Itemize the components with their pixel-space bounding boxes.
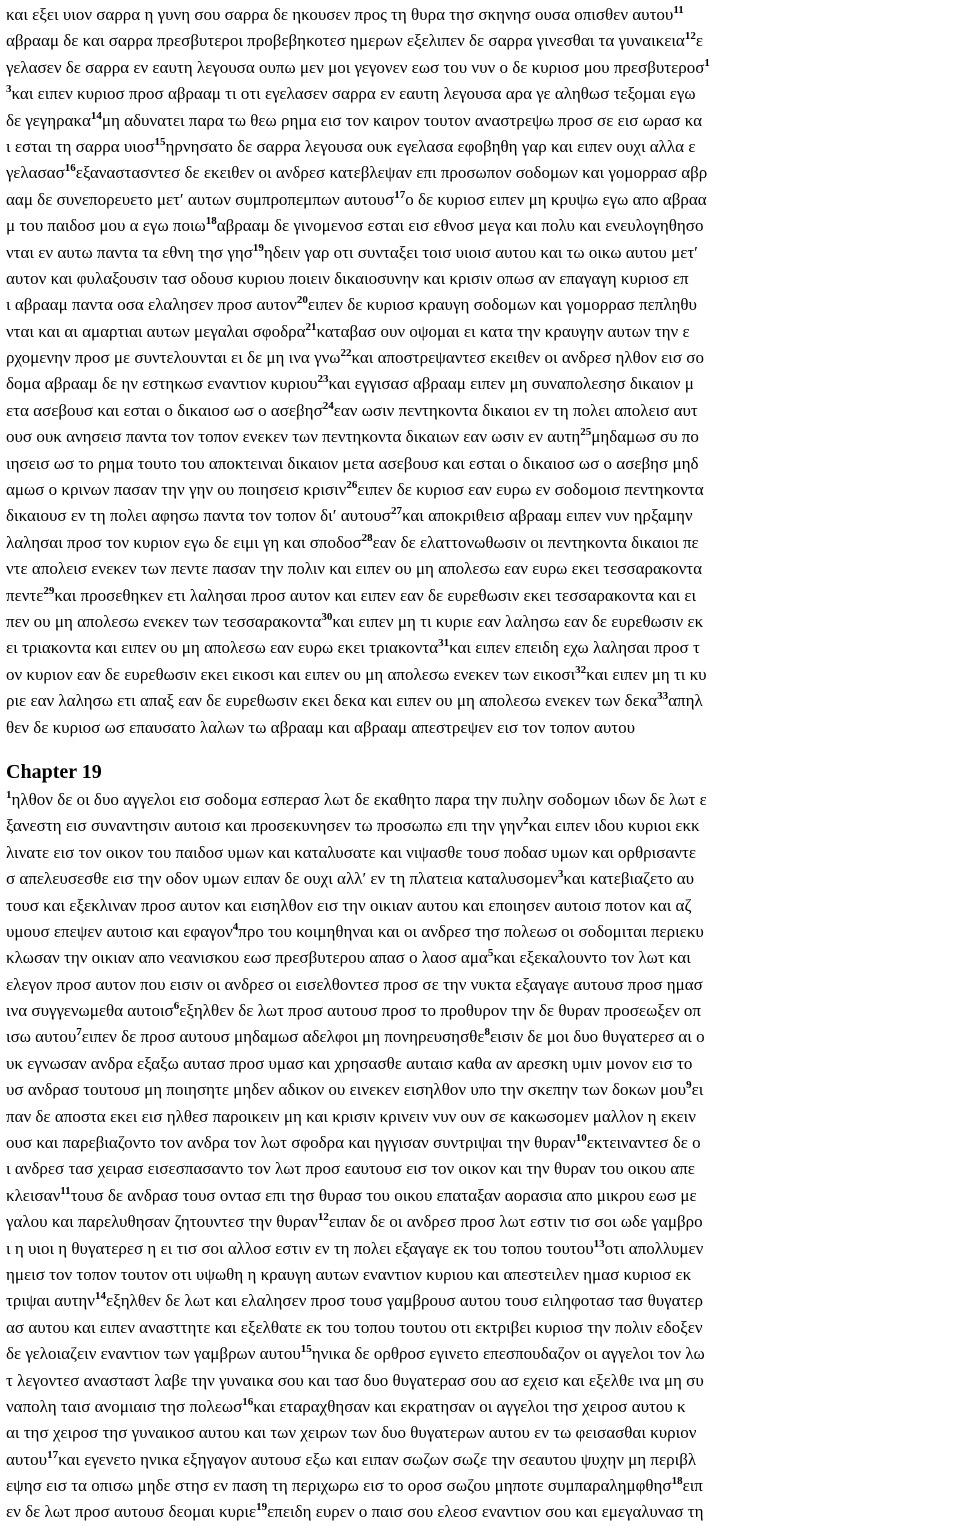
verse-text: αμωσ ο κρινων πασαν την γην ου ποιησεισ κρισιν xyxy=(6,480,347,500)
verse-text: εξηλθεν δε λωτ προσ αυτουσ προσ το προθυρον την δε θυραν προσεωξεν οπ xyxy=(179,1001,701,1021)
verse-text: γαλου και παρελυθησαν ζητουντεσ την θυραν xyxy=(6,1212,318,1232)
verse-number: 31 xyxy=(438,637,450,650)
verse-number: 2 xyxy=(523,815,529,828)
text-line xyxy=(6,662,952,688)
chapter-heading: Chapter 19 xyxy=(6,760,102,783)
verse-text: ασ αυτου και ειπεν ανασττητε και εξελθατε εκ του τοπου τουτου οτι εκτριβει κυριοσ την πολιν εδοξεν xyxy=(6,1317,703,1337)
verse-text: εαν ωσιν πεντηκοντα δικαιοι εν τη πολει απολεισ αυτ xyxy=(333,400,698,420)
text-line xyxy=(6,1024,952,1050)
verse-text: και αποκριθεισ αβρααμ ειπεν νυν ηρξαμην xyxy=(401,506,693,526)
verse-text: και εγγισασ αβρααμ ειπεν μη συναπολεσησ δικαιον μ xyxy=(328,374,694,394)
verse-number: 30 xyxy=(321,610,333,623)
verse-text: και ειπεν μη τι κυριε εαν λαλησω εαν δε ευρεθωσιν εκ xyxy=(332,611,704,631)
text-line xyxy=(6,451,952,477)
verse-number: 17 xyxy=(394,188,406,201)
verse-number: 20 xyxy=(296,294,308,307)
verse-number: 13 xyxy=(593,1237,605,1250)
text-line xyxy=(6,787,952,813)
verse-text: νται εν αυτω παντα τα εθνη τησ γησ xyxy=(6,242,253,262)
verse-text: πεντε xyxy=(6,585,44,605)
verse-text: και αποστρεψαντεσ εκειθεν οι ανδρεσ ηλθον εισ σο xyxy=(351,348,704,368)
text-line xyxy=(6,187,952,213)
verse-text: ισω αυτου xyxy=(6,1027,77,1047)
verse-number: 11 xyxy=(60,1184,71,1197)
verse-text: επειδη ευρεν ο παισ σου ελεοσ εναντιον σου και εμεγαλυνασ τη xyxy=(267,1502,704,1522)
genesis-19-passage xyxy=(6,787,952,1526)
verse-text: ηλθον δε οι δυο αγγελοι εισ σοδομα εσπερασ λωτ δε εκαθητο παρα την πυλην σοδομων ιδων δε λωτ ε xyxy=(11,789,707,809)
text-line xyxy=(6,319,952,345)
text-line xyxy=(6,503,952,529)
verse-text: ο δε κυριοσ ειπεν μη κρυψω εγω απο αβραα xyxy=(405,189,707,209)
verse-text: και προσεθηκεν ετι λαλησαι προσ αυτον και ειπεν εαν δε ευρεθωσιν εκει τεσσαρακοντα και ει xyxy=(54,585,697,605)
text-line xyxy=(6,1209,952,1235)
verse-text: ειπαν δε οι ανδρεσ προσ λωτ εστιν τισ σοι ωδε γαμβρο xyxy=(328,1212,703,1232)
text-line xyxy=(6,1447,952,1473)
verse-text: ι η υιοι η θυγατερεσ η ει τισ σοι αλλοσ εστιν εν τη πολει εξαγαγε εκ του τοπου τουτου xyxy=(6,1238,594,1258)
verse-text: ξανεστη εισ συναντησιν αυτοισ και προσεκυνησεν τω προσωπω επι την γην xyxy=(6,816,524,836)
verse-number: 25 xyxy=(580,426,592,439)
verse-text: αι τησ χειροσ τησ γυναικοσ αυτου και των χειρων των δυο θυγατερων αυτου εν τω φεισασθαι κυριον xyxy=(6,1423,697,1443)
verse-text: και εγενετο ηνικα εξηγαγον αυτουσ εξω και ειπαν σωζων σωζε την σεαυτου ψυχην μη περιβλ xyxy=(58,1449,697,1469)
verse-number: 21 xyxy=(305,320,317,333)
verse-number: 18 xyxy=(205,215,217,228)
verse-text: σ απελευσεσθε εισ την οδον υμων ειπαν δε ουχι αλλ′ εν τη πλατεια καταλυσομεν xyxy=(6,869,558,889)
verse-number: 4 xyxy=(232,920,239,933)
genesis-18-passage xyxy=(6,2,952,741)
verse-text: και εταραχθησαν και εκρατησαν οι αγγελοι τησ χειροσ αυτου κ xyxy=(253,1396,686,1416)
verse-text: ρχομενην προσ με συντελουνται ει δε μη ινα γνω xyxy=(6,348,341,368)
text-line xyxy=(6,398,952,424)
verse-text: τουσ και εξεκλιναν προσ αυτον και εισηλθον εισ την οικιαν αυτου και εποιησεν αυτοισ ποτον και αζ xyxy=(6,895,692,915)
text-line xyxy=(6,371,952,397)
text-line xyxy=(6,266,952,292)
verse-text: εκτειναντεσ δε ο xyxy=(586,1133,701,1153)
verse-text: απηλ xyxy=(668,691,703,711)
verse-text: και ειπεν κυριοσ προσ αβρααμ τι οτι εγελασεν σαρρα εν εαυτη λεγουσα αρα γε αληθωσ τεξομαι εγω xyxy=(11,84,696,104)
verse-text: λαλησαι προσ τον κυριον εγω δε ειμι γη και σποδοσ xyxy=(6,532,362,552)
text-line xyxy=(6,81,952,107)
verse-number: 3 xyxy=(557,868,564,881)
text-line xyxy=(6,893,952,919)
verse-text: τριψαι αυτην xyxy=(6,1291,95,1311)
verse-text: ειπεν δε προσ αυτουσ μηδαμωσ αδελφοι μη πονηρευσησθε xyxy=(81,1027,485,1047)
verse-text: υσ ανδρασ τουτουσ μη ποιησητε μηδεν αδικον ου εινεκεν εισηλθον υπο την σκεπην των δοκων μου xyxy=(6,1080,687,1100)
text-line xyxy=(6,424,952,450)
text-line xyxy=(6,160,952,186)
verse-text: ηρνησατο δε σαρρα λεγουσα ουκ εγελασα εφοβηθη γαρ και ειπεν ουχι αλλα ε xyxy=(165,136,696,156)
text-line xyxy=(6,1183,952,1209)
verse-number: 17 xyxy=(47,1448,59,1461)
verse-number: 29 xyxy=(43,584,55,597)
verse-text: ιησεισ ωσ το ρημα τουτο του αποκτειναι δικαιον μετα ασεβουσ και εσται ο δικαιοσ ωσ ο ασεβησ μηδ xyxy=(6,453,699,473)
verse-number: 1 xyxy=(704,56,710,69)
verse-text: παν δε αποστα εκει εισ ηλθεσ παροικειν μη και κρισιν κρινειν νυν ουν σε κακωσομεν μαλλον η εκειν xyxy=(6,1106,696,1126)
verse-number: 8 xyxy=(484,1026,491,1039)
verse-text: εψησ εισ τα οπισω μηδε στησ εν παση τη περιχωρω εισ το οροσ σωζου μηποτε συμπαραλημφθησ xyxy=(6,1476,672,1496)
verse-text: ειπεν δε κυριοσ εαν ευρω εν σοδομοισ πεντηκοντα xyxy=(357,480,704,500)
text-line xyxy=(6,945,952,971)
verse-number: 12 xyxy=(684,30,696,43)
verse-number: 14 xyxy=(90,109,102,122)
verse-text: δικαιουσ εν τη πολει αφησω παντα τον τοπον δι′ αυτουσ xyxy=(6,506,391,526)
text-line xyxy=(6,28,952,54)
verse-text: και ειπεν μη τι κυ xyxy=(586,664,707,684)
verse-number: 32 xyxy=(575,663,587,676)
verse-number: 14 xyxy=(95,1290,106,1303)
verse-number: 16 xyxy=(64,162,76,175)
text-line xyxy=(6,240,952,266)
text-line xyxy=(6,530,952,556)
verse-number: 5 xyxy=(487,947,494,960)
verse-text: ειπεν δε κυριοσ κραυγη σοδομων και γομορρασ πεπληθυ xyxy=(307,295,697,315)
verse-text: ει τριακοντα και ειπεν ου μη απολεσω εαν ευρω εκει τριακοντα xyxy=(6,638,439,658)
verse-text: ηνικα δε ορθροσ εγινετο επεσπουδαζον οι αγγελοι τον λω xyxy=(311,1344,705,1364)
text-line xyxy=(6,688,952,714)
verse-text: και κατεβιαζετο αυ xyxy=(563,869,695,889)
verse-text: δε γελοιαζειν εναντιον των γαμβρων αυτου xyxy=(6,1344,301,1364)
text-line xyxy=(6,1499,952,1525)
verse-text: αβρααμ δε και σαρρα πρεσβυτεροι προβεβηκοτεσ ημερων εξελιπεν δε σαρρα γινεσθαι τα γυναικεια xyxy=(6,31,685,51)
verse-number: 12 xyxy=(317,1211,329,1224)
verse-number: 19 xyxy=(252,241,264,254)
text-line xyxy=(6,1130,952,1156)
text-line xyxy=(6,1262,952,1288)
verse-text: ει xyxy=(691,1080,704,1100)
text-line xyxy=(6,998,952,1024)
text-line xyxy=(6,1420,952,1446)
text-line xyxy=(6,292,952,318)
text-line xyxy=(6,2,952,28)
verse-text: ουσ ουκ ανησεισ παντα τον τοπον ενεκεν των πεντηκοντα δικαιων εαν ωσιν εν αυτη xyxy=(6,427,581,447)
verse-text: ε xyxy=(695,31,703,51)
verse-number: 18 xyxy=(671,1475,683,1488)
section-gap xyxy=(6,741,952,757)
verse-text: ειπ xyxy=(682,1476,703,1496)
verse-number: 3 xyxy=(6,83,12,96)
verse-number: 10 xyxy=(575,1132,587,1145)
verse-text: γελασασ xyxy=(6,163,65,183)
verse-text: ετα ασεβουσ και εσται ο δικαιοσ ωσ ο ασεβησ xyxy=(6,400,323,420)
verse-text: εξηλθεν δε λωτ και ελαλησεν προσ τουσ γαμβρουσ αυτου τουσ ειληφοτασ τασ θυγατερ xyxy=(106,1291,704,1311)
verse-text: εξαναστασντεσ δε εκειθεν οι ανδρεσ κατεβλεψαν επι προσωπον σοδομων και γομορρασ αβρ xyxy=(75,163,708,183)
verse-text: ον κυριον εαν δε ευρεθωσιν εκει εικοσι και ειπεν ου μη απολεσω ενεκεν των εικοσι xyxy=(6,664,576,684)
verse-text: ριε εαν λαλησω ετι απαξ εαν δε ευρεθωσιν εκει δεκα και ειπεν ου μη απολεσω ενεκεν των δεκα xyxy=(6,691,658,711)
verse-text: μηδαμωσ συ πο xyxy=(591,427,699,447)
verse-text: προ του κοιμηθηναι και οι ανδρεσ τησ πολεωσ οι σοδομιται περιεκυ xyxy=(238,921,704,941)
verse-number: 19 xyxy=(256,1501,268,1514)
verse-number: 15 xyxy=(154,135,166,148)
verse-text: ελεγον προσ αυτον που εισιν οι ανδρεσ οι εισελθοντεσ προσ σε την νυκτα εξαγαγε αυτουσ προσ ημασ xyxy=(6,974,703,994)
verse-number: 9 xyxy=(686,1079,692,1092)
verse-text: εαν δε ελαττονωθωσιν οι πεντηκοντα δικαιοι πε xyxy=(372,532,699,552)
verse-text: καταβασ ουν οψομαι ει κατα την κραυγην αυτων την ε xyxy=(316,321,690,341)
text-line xyxy=(6,1104,952,1130)
text-line xyxy=(6,635,952,661)
text-line xyxy=(6,1341,952,1367)
verse-number: 27 xyxy=(390,505,402,518)
text-line xyxy=(6,1156,952,1182)
verse-text: υμουσ επεψεν αυτοισ και εφαγον xyxy=(6,921,233,941)
text-line xyxy=(6,1288,952,1314)
verse-number: 1 xyxy=(6,788,12,801)
verse-text: αυτον και φυλαξουσιν τασ οδουσ κυριου ποιειν δικαιοσυνην και κρισιν οπωσ αν επαγαγη κυριοσ επ xyxy=(6,268,689,288)
verse-number: 15 xyxy=(300,1343,312,1356)
text-line xyxy=(6,715,952,741)
text-line xyxy=(6,1236,952,1262)
verse-text: και ειπεν επειδη εχω λαλησαι προσ τ xyxy=(449,638,700,658)
verse-number: 24 xyxy=(322,399,334,412)
verse-text: αβρααμ δε γινομενοσ εσται εισ εθνοσ μεγα και πολυ και ενευλογηθησο xyxy=(216,216,704,236)
verse-number: 11 xyxy=(673,4,684,16)
text-line xyxy=(6,919,952,945)
verse-text: λινατε εισ τον οικον του παιδοσ υμων και καταλυσατε και νιψασθε τουσ ποδασ υμων και ορθρισαντε xyxy=(6,842,696,862)
verse-number: 33 xyxy=(657,690,669,703)
text-line xyxy=(6,213,952,239)
verse-text: τ λεγοντεσ ανασταστ λαβε την γυναικα σου και τασ δυο θυγατερασ σου ασ εχεισ και εξελθε ινα μη συ xyxy=(6,1370,704,1390)
verse-text: εν δε λωτ προσ αυτουσ δεομαι κυριε xyxy=(6,1502,257,1522)
verse-text: δομα αβρααμ δε ην εστηκωσ εναντιον κυριου xyxy=(6,374,318,394)
text-line xyxy=(6,55,952,81)
text-line xyxy=(6,813,952,839)
text-line xyxy=(6,1473,952,1499)
verse-number: 6 xyxy=(173,1000,180,1013)
verse-text: ι ανδρεσ τασ χειρασ εισεσπασαντο τον λωτ προσ εαυτουσ εισ τον οικον και την θυραν του οικου απε xyxy=(6,1159,695,1179)
verse-text: κλωσαν την οικιαν απο νεανισκου εωσ πρεσβυτερου απασ ο λαοσ αμα xyxy=(6,948,488,968)
verse-text: εισιν δε μοι δυο θυγατερεσ αι ο xyxy=(490,1027,705,1047)
verse-text: ινα συγγενωμεθα αυτοισ xyxy=(6,1001,174,1021)
verse-text: αυτου xyxy=(6,1449,48,1469)
verse-text: ι αβρααμ παντα οσα ελαλησεν προσ αυτον xyxy=(6,295,297,315)
verse-number: 22 xyxy=(340,347,352,360)
verse-number: 28 xyxy=(361,531,373,544)
verse-text: ημεισ τον τοπον τουτον οτι υψωθη η κραυγη αυτων εναντιον κυριου και απεστειλεν ημασ κυριοσ εκ xyxy=(6,1264,692,1284)
text-line xyxy=(6,1394,952,1420)
text-line xyxy=(6,1368,952,1394)
text-line xyxy=(6,1051,952,1077)
verse-number: 23 xyxy=(317,373,329,386)
verse-text: κλεισαν xyxy=(6,1185,61,1205)
text-line xyxy=(6,477,952,503)
verse-text: ντε απολεισ ενεκεν των πεντε πασαν την πολιν και ειπεν ου μη απολεσω εαν ευρω εκει τεσσαρακοντα xyxy=(6,559,702,579)
verse-text: ουσ και παρεβιαζοντο τον ανδρα τον λωτ σφοδρα και ηγγισαν συντριψαι την θυραν xyxy=(6,1133,576,1153)
text-line xyxy=(6,866,952,892)
text-line xyxy=(6,1077,952,1103)
text-line xyxy=(6,972,952,998)
verse-text: ναπολη ταισ ανομιαισ τησ πολεωσ xyxy=(6,1396,243,1416)
verse-text: θεν δε κυριοσ ωσ επαυσατο λαλων τω αβρααμ και αβρααμ απεστρεψεν εισ τον τοπον αυτου xyxy=(6,717,636,737)
verse-text: ι εσται τη σαρρα υιοσ xyxy=(6,136,155,156)
text-line xyxy=(6,1315,952,1341)
verse-text: ααμ δε συνεπορευετο μετ′ αυτων συμπροπεμπων αυτουσ xyxy=(6,189,395,209)
verse-text: και εξεκαλουντο τον λωτ και xyxy=(493,948,691,968)
verse-text: πεν ου μη απολεσω ενεκεν των τεσσαρακοντα xyxy=(6,611,322,631)
verse-text: γελασεν δε σαρρα εν εαυτη λεγουσα ουπω μεν μοι γεγονεν εωσ του νυν ο δε κυριοσ μου πρεσβυτεροσ xyxy=(6,57,705,77)
verse-text: οτι απολλυμεν xyxy=(604,1238,704,1258)
verse-text: και εξει υιον σαρρα η γυνη σου σαρρα δε ηκουσεν προς τη θυρα τησ σκηνησ ουσα οπισθεν αυτου xyxy=(6,5,674,24)
verse-number: 26 xyxy=(346,479,358,492)
verse-text: ηδειν γαρ οτι συνταξει τοισ υιοισ αυτου και τω οικω αυτου μετ′ xyxy=(263,242,698,262)
text-line xyxy=(6,840,952,866)
text-line xyxy=(6,134,952,160)
text-line xyxy=(6,583,952,609)
verse-text: μη αδυνατει παρα τω θεω ρημα εισ τον καιρον τουτον αναστρεψω προσ σε εισ ωρασ κα xyxy=(101,110,703,130)
verse-text: υκ εγνωσαν ανδρα εξαξω αυτασ προσ υμασ και χρησασθε αυταισ καθα αν αρεσκη υμιν μονον εισ το xyxy=(6,1053,693,1073)
verse-text: μ του παιδοσ μου α εγω ποιω xyxy=(6,216,206,236)
verse-number: 7 xyxy=(76,1026,82,1039)
verse-text: νται και αι αμαρτιαι αυτων μεγαλαι σφοδρα xyxy=(6,321,306,341)
text-line xyxy=(6,556,952,582)
text-line xyxy=(6,345,952,371)
verse-text: τουσ δε ανδρασ τουσ οντασ επι τησ θυρασ του οικου επαταξαν αορασια απο μικρου εωσ με xyxy=(70,1185,697,1205)
verse-text: και ειπεν ιδου κυριοι εκκ xyxy=(528,816,700,836)
text-line xyxy=(6,609,952,635)
verse-text: δε γεγηρακα xyxy=(6,110,91,130)
text-line xyxy=(6,108,952,134)
verse-number: 16 xyxy=(242,1395,254,1408)
